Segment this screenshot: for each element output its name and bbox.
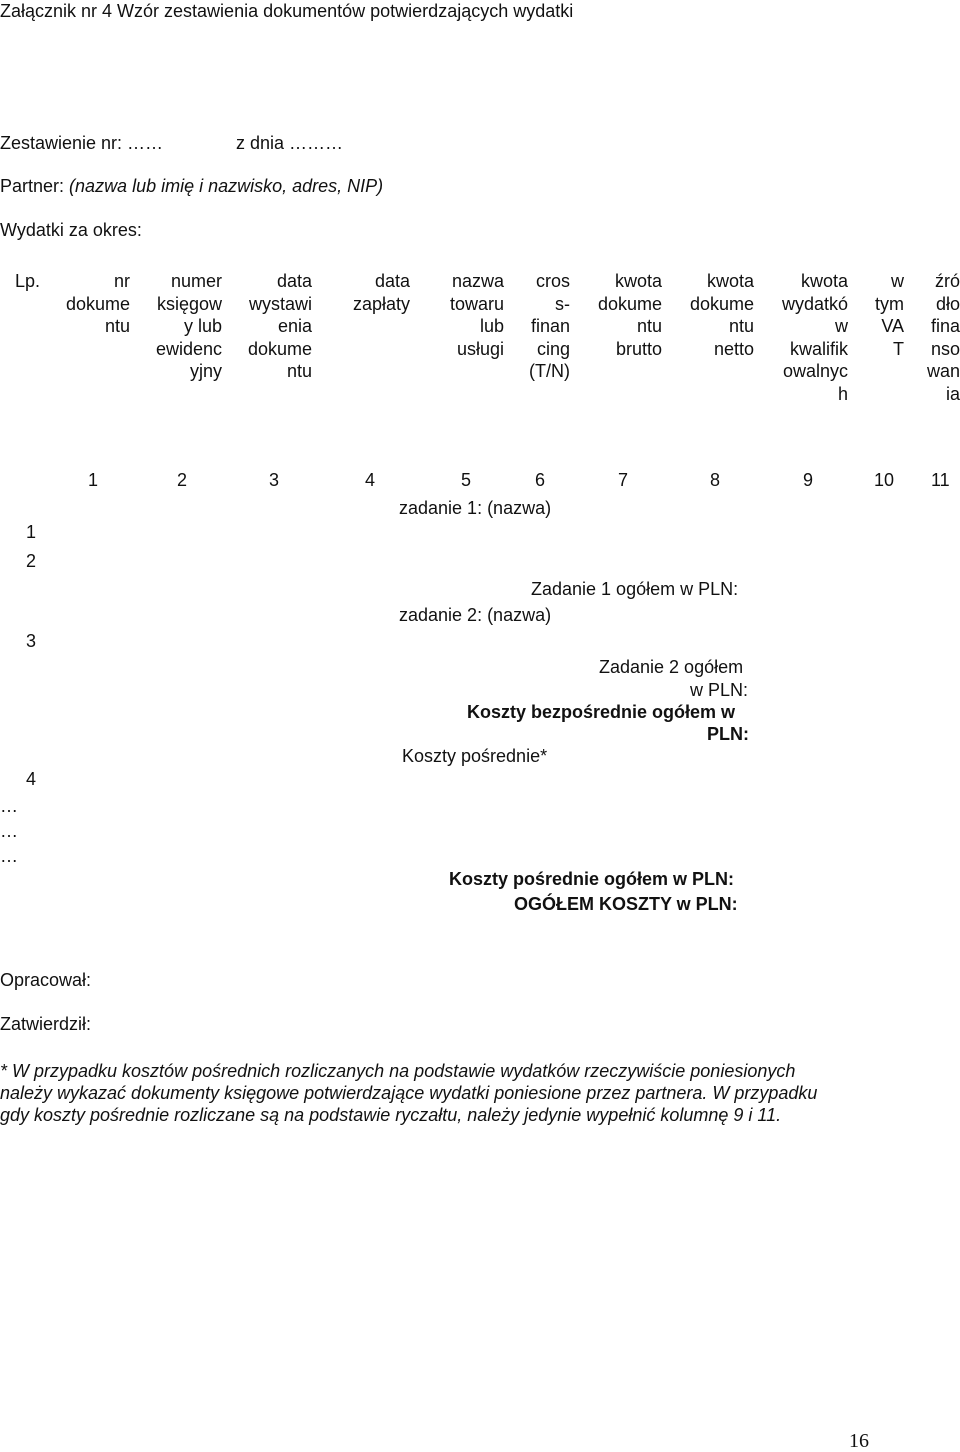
row-number: 2 [26,551,37,571]
header-kwota-netto: kwota dokume ntu netto [689,271,754,359]
column-number: 11 [931,470,950,490]
column-number: 9 [803,470,814,490]
column-number: 6 [535,470,546,490]
footnote-line: * W przypadku kosztów pośrednich rozliczanych na podstawie wydatków rzeczywiście poniesionych [0,1061,796,1081]
row-ellipsis: … [0,796,18,816]
direct-costs-total-line2: PLN: [707,724,749,744]
footnote-line: gdy koszty pośrednie rozliczane są na podstawie ryczałtu, należy jedynie wypełnić kolumnę 9 i 11. [0,1105,782,1125]
task-2-name: zadanie 2: (nazwa) [399,605,552,625]
header-data-zaplaty: data zapłaty [352,271,410,314]
column-number: 8 [710,470,721,490]
header-zrodlo-finansowania: źró dło fina nso wan ia [926,271,960,404]
column-number: 4 [365,470,376,490]
column-number: 2 [177,470,188,490]
header-kwota-kwalifikowalnych: kwota wydatkó w kwalifik owalnyc h [781,271,848,404]
header-w-tym-vat: w tym VA T [875,271,904,359]
indirect-costs-total: Koszty pośrednie ogółem w PLN: [449,869,735,889]
zestawienie-number-label: Zestawienie nr: …… [0,133,164,153]
footnote-line: należy wykazać dokumenty księgowe potwierdzające wydatki poniesione przez partnera. W przypadku [0,1083,818,1103]
column-number: 1 [88,470,99,490]
direct-costs-total-line1: Koszty bezpośrednie ogółem w [467,702,736,722]
partner-hint: (nazwa lub imię i nazwisko, adres, NIP) [69,176,384,196]
column-number: 7 [618,470,629,490]
column-number: 3 [269,470,280,490]
header-kwota-brutto: kwota dokume ntu brutto [597,271,662,359]
task-2-total-line1: Zadanie 2 ogółem [599,657,744,677]
document-title: Załącznik nr 4 Wzór zestawienia dokumentów potwierdzających wydatki [0,1,574,21]
header-cross-financing: cros s- finan cing (T/N) [529,271,570,381]
approved-by-label: Zatwierdził: [0,1014,92,1034]
row-ellipsis: … [0,846,18,866]
partner-line [0,175,383,197]
period-label: Wydatki za okres: [0,220,142,240]
partner-label: Partner: [0,176,65,196]
zestawienie-date-label: z dnia ……… [236,133,344,153]
task-2-total-line2: w PLN: [690,680,749,700]
header-numer-ksiegowy: numer księgow y lub ewidenc yjny [155,271,222,381]
task-1-total: Zadanie 1 ogółem w PLN: [531,579,739,599]
footnote [0,1060,930,1126]
column-number: 10 [874,470,895,490]
row-number: 3 [26,631,37,651]
prepared-by-label: Opracował: [0,970,92,990]
row-ellipsis: … [0,821,18,841]
column-number: 5 [461,470,472,490]
row-number: 1 [26,522,37,542]
header-nazwa-towaru: nazwa towaru lub usługi [449,271,504,359]
row-number: 4 [26,769,37,789]
header-lp: Lp. [14,271,40,291]
task-1-name: zadanie 1: (nazwa) [399,498,552,518]
indirect-costs-label: Koszty pośrednie* [402,746,548,766]
header-data-wystawienia: data wystawi enia dokume ntu [247,271,312,381]
page-number: 16 [849,1430,869,1452]
header-nr-dokumentu: nr dokume ntu [65,271,130,336]
grand-total: OGÓŁEM KOSZTY w PLN: [514,894,738,914]
